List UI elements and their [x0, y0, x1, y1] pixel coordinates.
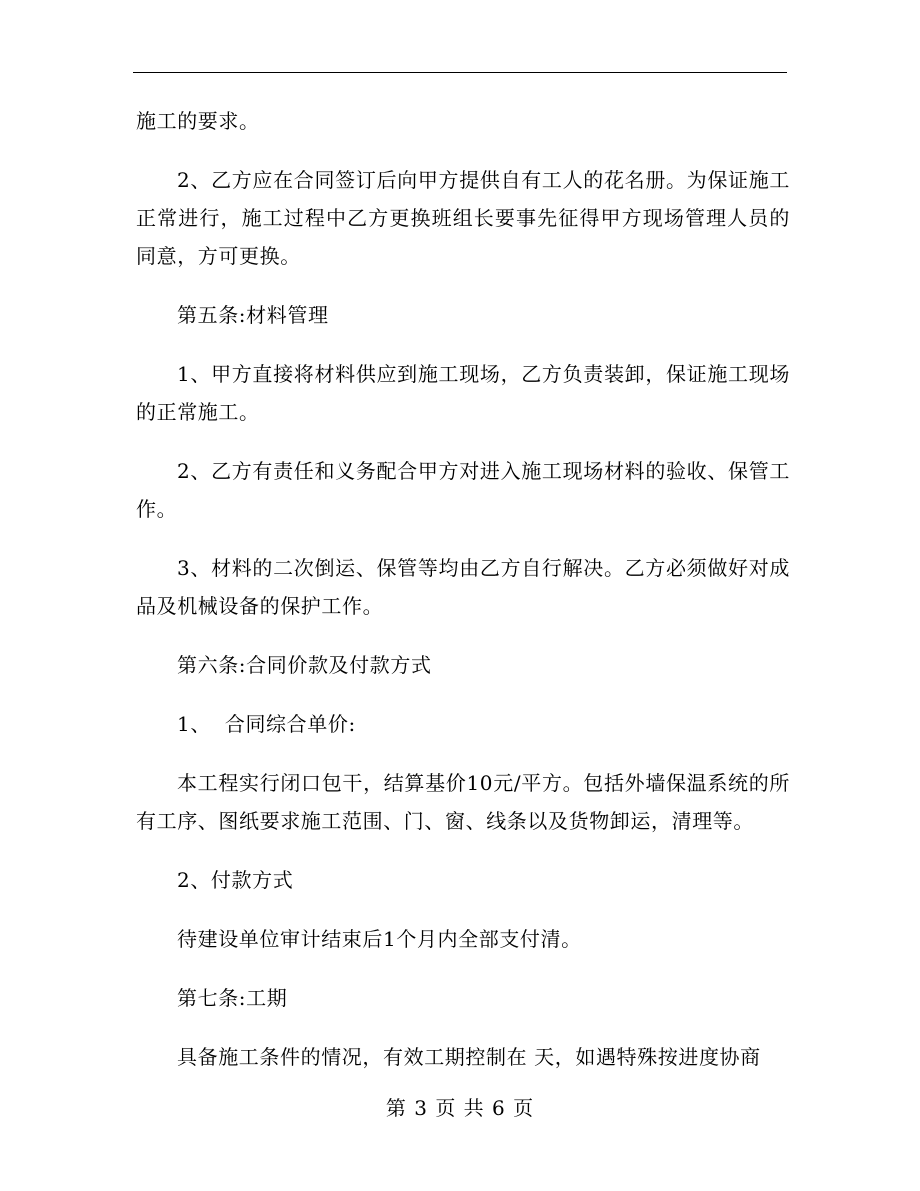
paragraph-clause-6-item-2: 2、付款方式	[177, 868, 294, 892]
paragraph-clause-5-item-2: 2、乙方有责任和义务配合甲方对进入施工现场材料的验收、保管工作。	[136, 459, 790, 521]
paragraph-clause-5-item-3: 3、材料的二次倒运、保管等均由乙方自行解决。乙方必须做好对成品及机械设备的保护工作。	[136, 556, 790, 618]
paragraph-clause-6-item-1: 1、 合同综合单价:	[177, 712, 356, 736]
header-rule	[133, 72, 787, 73]
paragraph-unit-price: 本工程实行闭口包干，结算基价10元/平方。包括外墙保温系统的所有工序、图纸要求施工范围、门、窗、线条以及货物卸运，清理等。	[136, 771, 790, 833]
paragraph-continuation: 施工的要求。	[136, 109, 260, 133]
paragraph-schedule: 具备施工条件的情况，有效工期控制在 天，如遇特殊按进度协商	[177, 1045, 761, 1069]
section-heading-article-7: 第七条:工期	[177, 986, 288, 1010]
page-footer: 第 3 页 共 6 页	[385, 1096, 535, 1120]
section-heading-article-5: 第五条:材料管理	[177, 303, 329, 327]
document-body	[136, 102, 790, 1097]
paragraph-clause-4-item-2: 2、乙方应在合同签订后向甲方提供自有工人的花名册。为保证施工正常进行，施工过程中乙方更换班组长要事先征得甲方现场管理人员的同意，方可更换。	[136, 168, 790, 268]
paragraph-payment-terms: 待建设单位审计结束后1个月内全部支付清。	[177, 927, 582, 951]
section-heading-article-6: 第六条:合同价款及付款方式	[177, 653, 432, 677]
paragraph-clause-5-item-1: 1、甲方直接将材料供应到施工现场，乙方负责装卸，保证施工现场的正常施工。	[136, 362, 790, 424]
